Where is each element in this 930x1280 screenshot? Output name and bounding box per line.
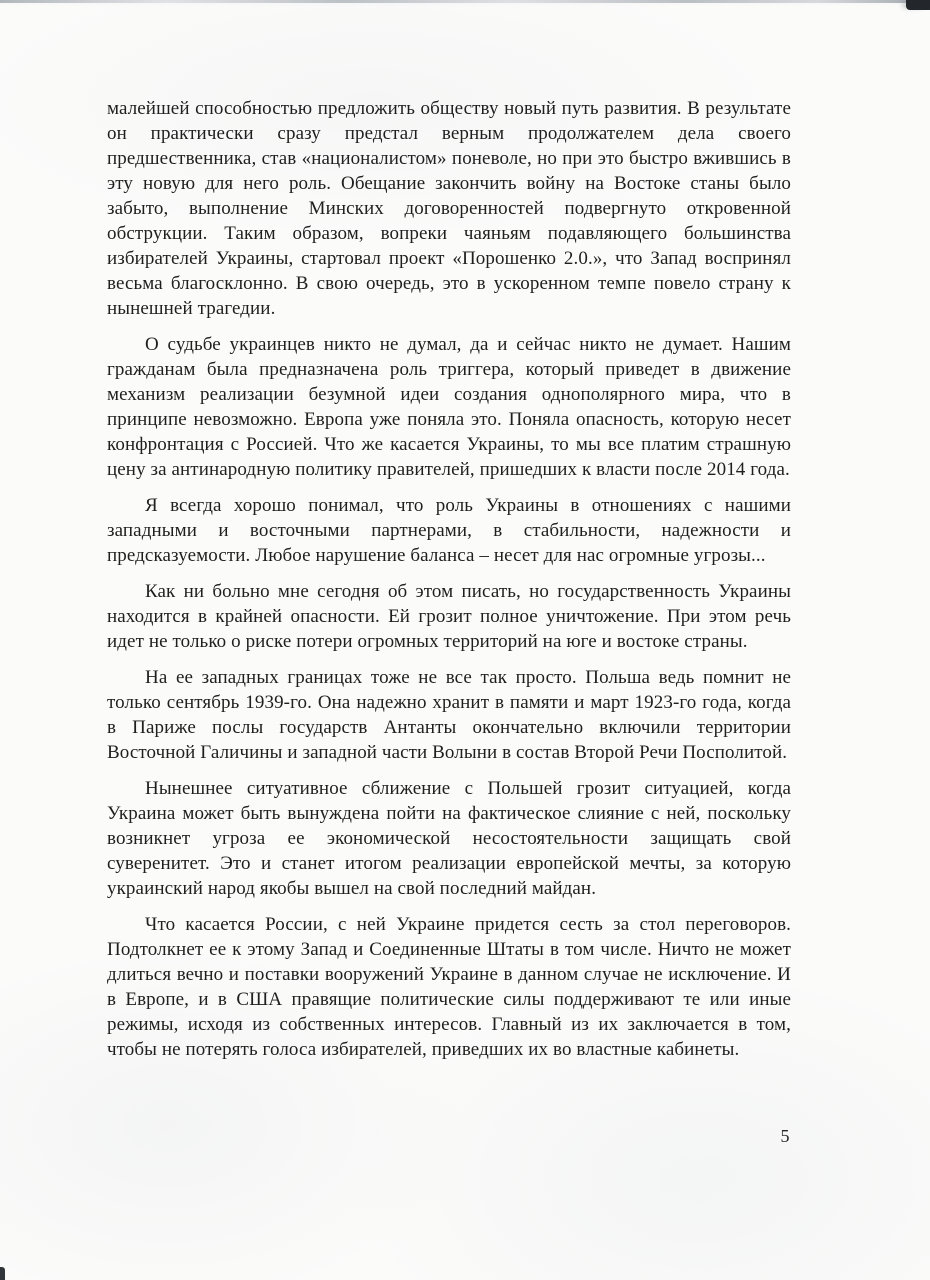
paragraph-2: О судьбе украинцев никто не думал, да и сейчас никто не думает. Нашим гражданам была предназначена роль триггера, который приведет в движение механизм реализации безумной идеи создания однополярного мира, что в принципе невозможно. Европа уже поняла это. Поняла опасность, которую несет конфронтация с Россией. Что же касается Украины, то мы все платим страшную цену за антинародную политику правителей, пришедших к власти после 2014 года. <box>107 334 791 480</box>
scan-artifact-top-right-mark <box>906 0 930 10</box>
scan-artifact-top-edge <box>0 0 930 3</box>
scan-artifact-bottom-left-mark <box>0 1267 5 1280</box>
paragraph-6: Нынешнее ситуативное сближение с Польшей грозит ситуацией, когда Украина может быть вынуждена пойти на фактическое слияние с ней, поскольку возникнет угроза ее экономической несостоятельности защищать свой суверенитет. Это и станет итогом реализации европейской мечты, за которую украинский народ якобы вышел на свой последний майдан. <box>107 778 791 899</box>
paragraph-5: На ее западных границах тоже не все так просто. Польша ведь помнит не только сентябрь 1939-го. Она надежно хранит в памяти и март 1923-го года, когда в Париже послы государств Антанты окончательно включили территории Восточной Галичины и западной части Волыни в состав Второй Речи Посполитой. <box>107 667 791 763</box>
paragraph-3: Я всегда хорошо понимал, что роль Украины в отношениях с нашими западными и восточными партнерами, в стабильности, надежности и предсказуемости. Любое нарушение баланса – несет для нас огромные угрозы... <box>107 495 791 566</box>
document-body <box>107 96 791 1073</box>
paragraph-7: Что касается России, с ней Украине придется сесть за стол переговоров. Подтолкнет ее к этому Запад и Соединенные Штаты в том числе. Ничто не может длиться вечно и поставки вооружений Украине в данном случае не исключение. И в Европе, и в США правящие политические силы поддерживают те или иные режимы, исходя из собственных интересов. Главный из их заключается в том, чтобы не потерять голоса избирателей, приведших их во властные кабинеты. <box>107 914 791 1060</box>
paragraph-4: Как ни больно мне сегодня об этом писать, но государственность Украины находится в крайней опасности. Ей грозит полное уничтожение. При этом речь идет не только о риске потери огромных территорий на юге и востоке страны. <box>107 581 791 652</box>
page-number: 5 <box>780 1126 790 1146</box>
paragraph-1: малейшей способностью предложить обществу новый путь развития. В результате он практически сразу предстал верным продолжателем дела своего предшественника, став «националистом» поневоле, но при это быстро вжившись в эту новую для него роль. Обещание закончить войну на Востоке станы было забыто, выполнение Минских договоренностей подвергнуто откровенной обструкции. Таким образом, вопреки чаяньям подавляющего большинства избирателей Украины, стартовал проект «Порошенко 2.0.», что Запад воспринял весьма благосклонно. В свою очередь, это в ускоренном темпе повело страну к нынешней трагедии. <box>107 98 791 319</box>
